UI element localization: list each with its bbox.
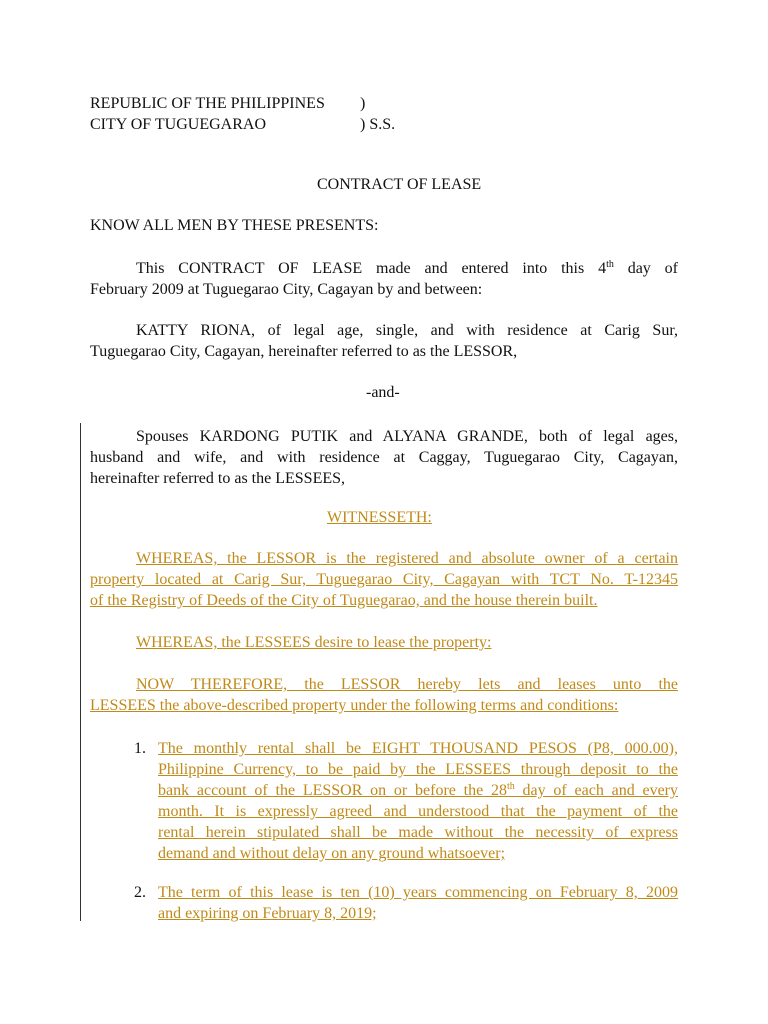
whereas1-line3: of the Registry of Deeds of the City of Tuguegarao, and the house therein built. <box>90 592 598 609</box>
term2-line2: and expiring on February 8, 2019; <box>158 905 377 922</box>
header-republic <box>90 94 366 114</box>
term1-sup: th <box>506 781 515 792</box>
lessees-line3: hereinafter referred to as the LESSEES, <box>90 470 346 487</box>
whereas1-line1: WHEREAS, the LESSOR is the registered and absolute owner of a certain <box>136 550 678 567</box>
know-all-men: KNOW ALL MEN BY THESE PRESENTS: <box>90 217 379 234</box>
intro-line1: This CONTRACT OF LEASE made and entered into this 4 <box>136 260 607 277</box>
whereas1-line2: property located at Carig Sur, Tuguegarao City, Cagayan with TCT No. T-12345 <box>90 571 678 588</box>
lessor-line1: KATTY RIONA, of legal age, single, and with residence at Carig Sur, <box>136 322 678 339</box>
term1-line5: rental herein stipulated shall be made without the necessity of express <box>158 824 678 841</box>
term1-line2: Philippine Currency, to be paid by the LESSEES through deposit to the <box>158 761 678 778</box>
now-therefore-paragraph <box>90 674 678 716</box>
whereas-paragraph-2 <box>90 632 678 653</box>
page-title: CONTRACT OF LEASE <box>317 176 482 193</box>
header-line1: REPUBLIC OF THE PHILIPPINES <box>90 95 325 112</box>
intro-sup: th <box>606 259 614 270</box>
term-1-text <box>158 738 678 864</box>
intro-line2: February 2009 at Tuguegarao City, Cagayan by and between: <box>90 281 483 298</box>
term-1-number: 1. <box>134 740 146 757</box>
revision-bar <box>80 423 81 921</box>
term2-line1: The term of this lease is ten (10) years commencing on February 8, 2009 <box>158 884 678 901</box>
header-city <box>90 115 410 135</box>
intro-paragraph <box>90 258 678 300</box>
term1-line1: The monthly rental shall be EIGHT THOUSAND PESOS (P8, 000.00), <box>158 740 678 757</box>
term1-line3: bank account of the LESSOR on or before the 28 <box>158 782 507 799</box>
whereas2-line: WHEREAS, the LESSEES desire to lease the property: <box>136 634 492 651</box>
now-therefore-line2: LESSEES the above-described property under the following terms and conditions: <box>90 697 619 714</box>
term1-line6: demand and without delay on any ground whatsoever; <box>158 845 506 862</box>
lessor-line2: Tuguegarao City, Cagayan, hereinafter referred to as the LESSOR, <box>90 343 518 360</box>
header-line2: CITY OF TUGUEGARAO <box>90 116 266 133</box>
whereas-paragraph-1 <box>90 548 678 611</box>
lessees-paragraph <box>90 426 678 489</box>
now-therefore-line1: NOW THEREFORE, the LESSOR hereby lets and leases unto the <box>136 676 678 693</box>
lessees-line1: Spouses KARDONG PUTIK and ALYANA GRANDE, both of legal ages, <box>136 428 678 445</box>
and-separator: -and- <box>366 384 400 401</box>
intro-line1-end: day of <box>613 260 678 277</box>
term-2-text <box>158 882 678 924</box>
witnesseth-heading: WITNESSETH: <box>327 509 432 526</box>
term1-line4: month. It is expressly agreed and understood that the payment of the <box>158 803 678 820</box>
term1-line3-end: day of each and every <box>514 782 678 799</box>
lessees-line2: husband and wife, and with residence at Caggay, Tuguegarao City, Cagayan, <box>90 449 678 466</box>
header-line1-paren: ) <box>360 95 366 112</box>
term-2-number: 2. <box>134 884 146 901</box>
lessor-paragraph <box>90 320 678 362</box>
header-line2-paren: ) S.S. <box>360 116 396 133</box>
